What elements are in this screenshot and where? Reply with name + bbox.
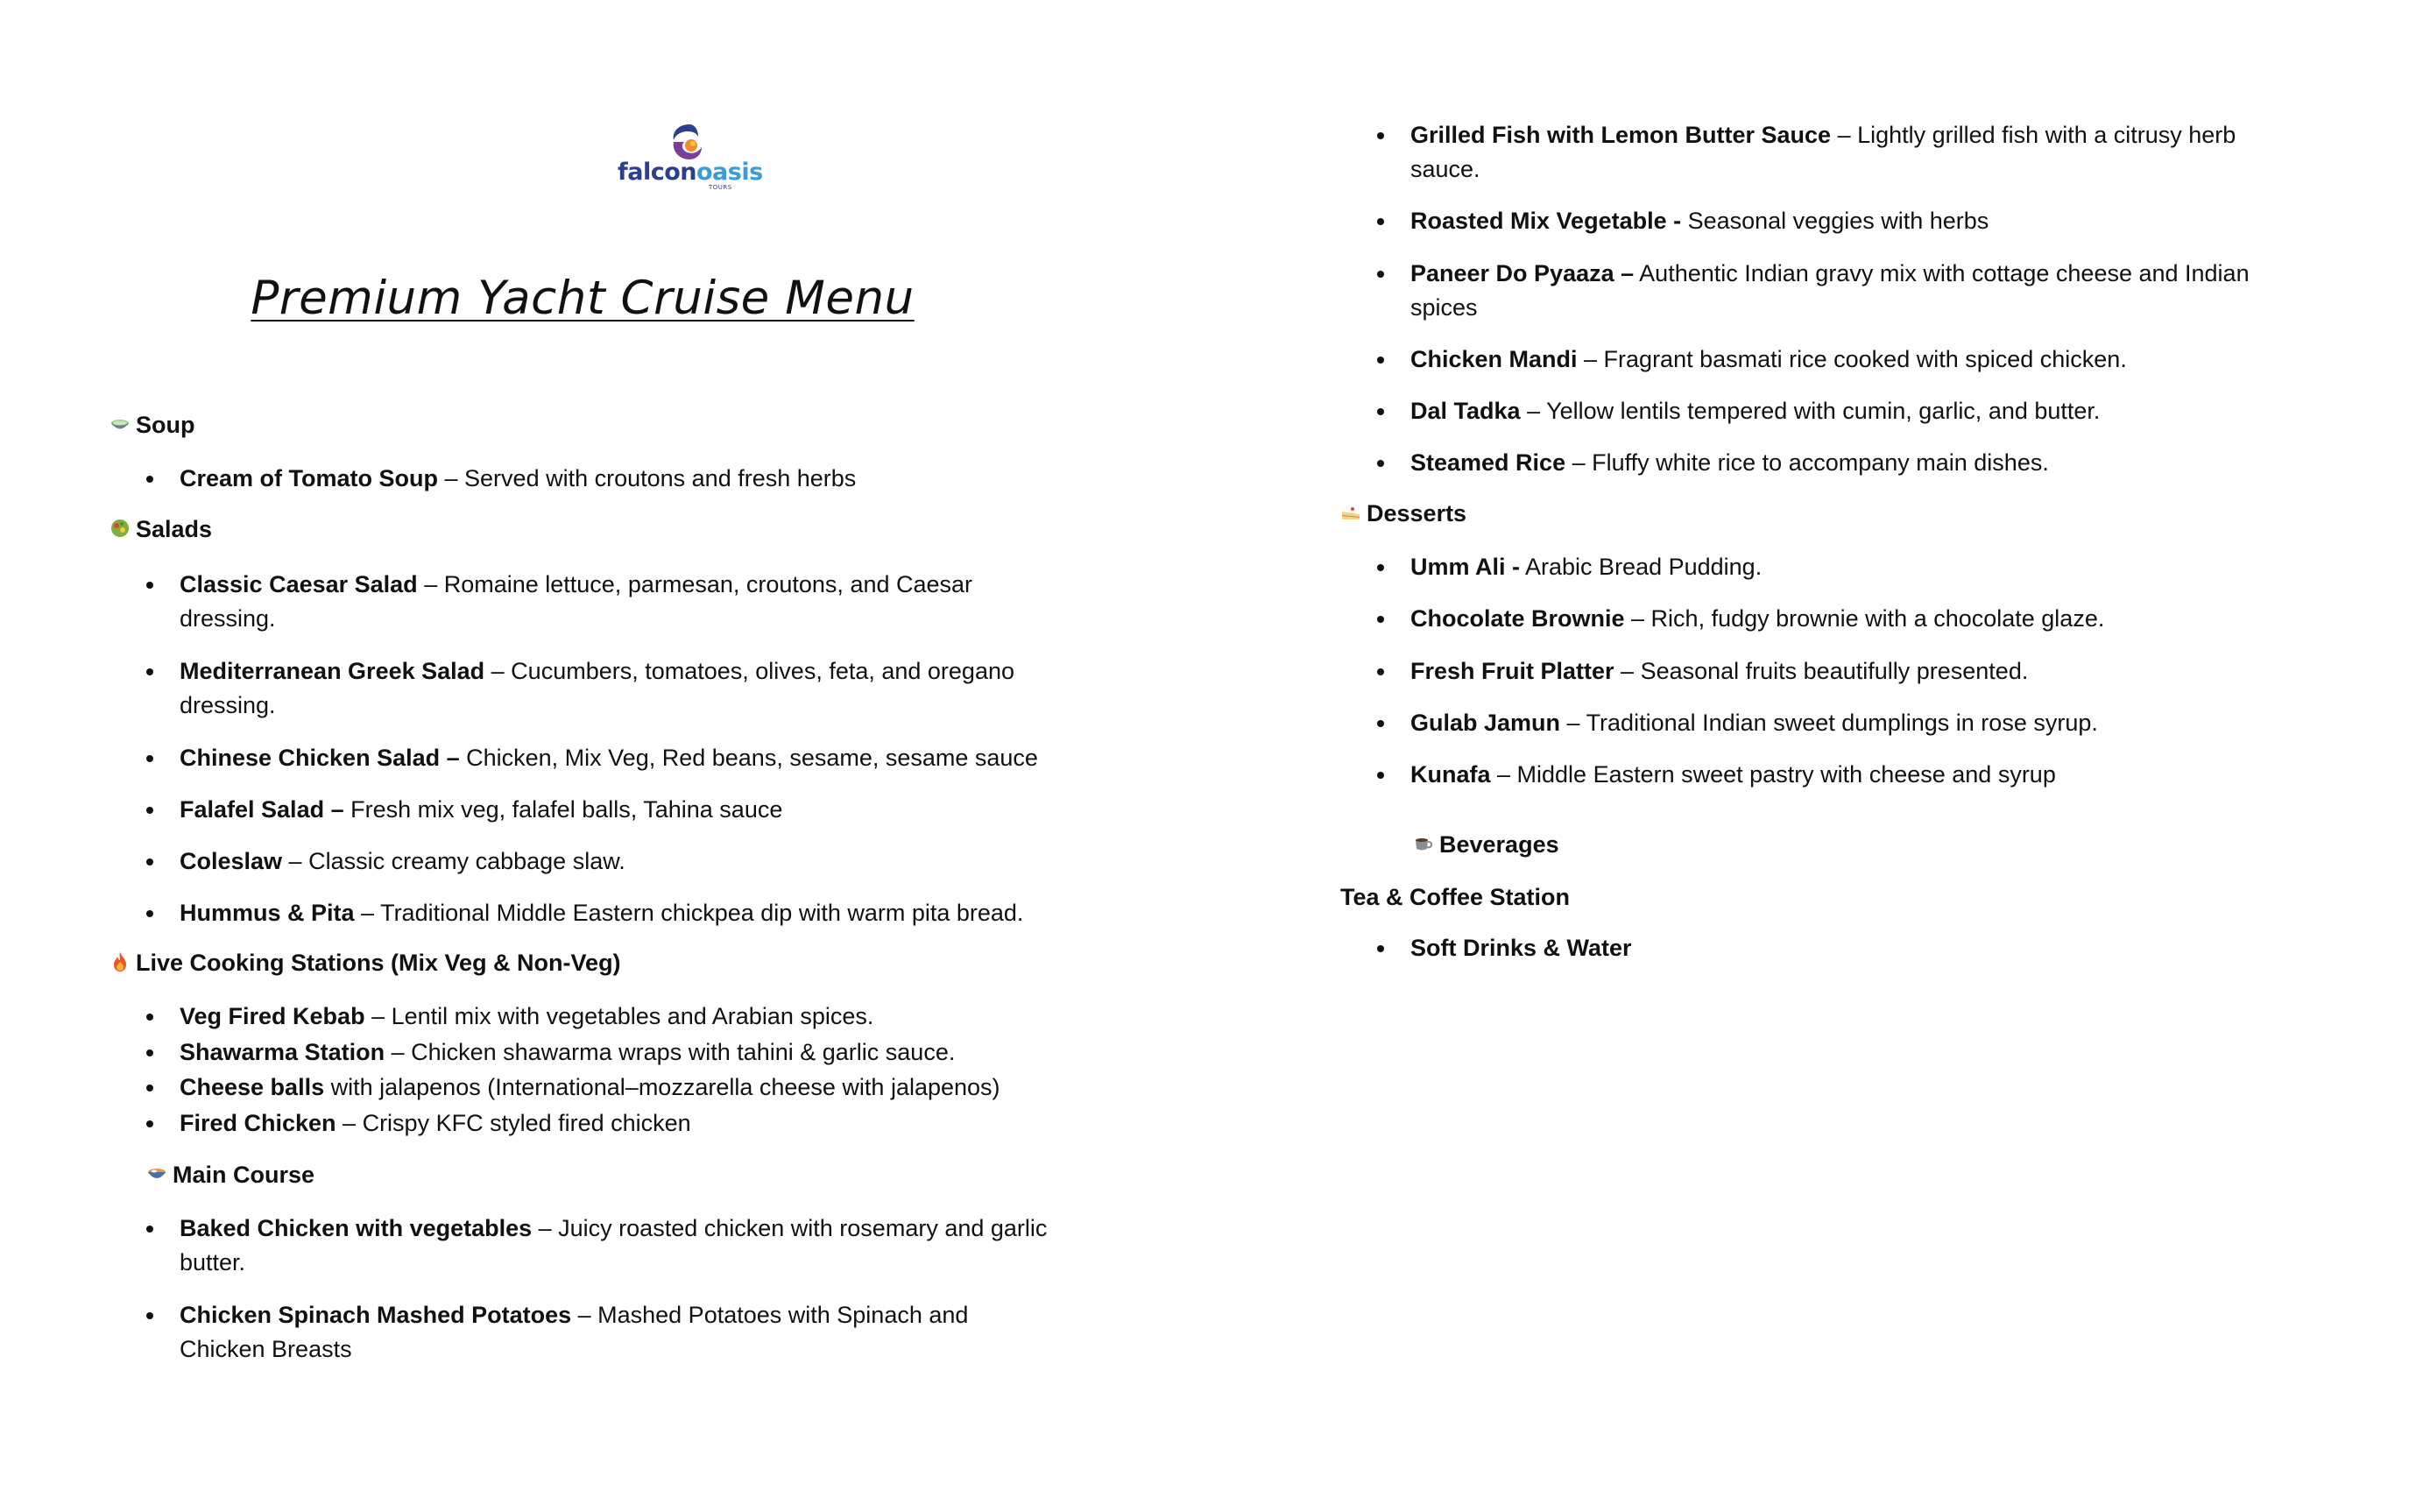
menu-item: [180, 654, 1056, 723]
menu-item: [180, 741, 1056, 775]
menu-item-name: Soft Drinks & Water: [1410, 935, 1632, 961]
menu-item: [1410, 446, 2269, 480]
menu-item: [180, 1106, 1056, 1141]
menu-item-name: Umm Ali -: [1410, 554, 1521, 580]
menu-item: [1410, 654, 2269, 689]
menu-item-description: – Served with croutons and fresh herbs: [438, 465, 857, 491]
curry-bowl-icon: [146, 1163, 167, 1184]
section-heading-main-course: [146, 1159, 314, 1191]
menu-item-description: – Traditional Indian sweet dumplings in rose syrup.: [1560, 710, 2098, 736]
menu-item-description: Chicken, Mix Veg, Red beans, sesame, sesame sauce: [459, 745, 1038, 771]
menu-item-name: Cheese balls: [180, 1074, 325, 1100]
logo-text-primary: falcon: [618, 159, 696, 186]
menu-item: [180, 1212, 1056, 1280]
menu-item-description: – Crispy KFC styled fired chicken: [336, 1110, 691, 1136]
menu-item-description: Seasonal veggies with herbs: [1681, 208, 1989, 234]
menu-item-name: Dal Tadka: [1410, 398, 1521, 424]
menu-item: [1410, 550, 2269, 584]
menu-item-name: Steamed Rice: [1410, 449, 1566, 476]
menu-item-description: – Cucumbers, tomatoes, olives, feta, and oregano dressing.: [180, 658, 1014, 718]
section-heading-label: Salads: [136, 516, 213, 542]
menu-item-name: Shawarma Station: [180, 1039, 385, 1065]
section-heading-live-cooking: [110, 947, 621, 979]
menu-item-name: Cream of Tomato Soup: [180, 465, 439, 491]
menu-item-name: Coleslaw: [180, 848, 283, 874]
menu-item-description: – Middle Eastern sweet pastry with cheese and syrup: [1490, 761, 2056, 788]
menu-item-description: – Fragrant basmati rice cooked with spiced chicken.: [1577, 346, 2127, 372]
menu-item: [180, 1070, 1056, 1105]
menu-item: [180, 1000, 1056, 1034]
menu-item-name: Hummus & Pita: [180, 900, 355, 926]
menu-item: [180, 793, 1056, 827]
menu-item-name: Baked Chicken with vegetables: [180, 1215, 533, 1241]
menu-item-name: Fired Chicken: [180, 1110, 336, 1136]
menu-item-name: Fresh Fruit Platter: [1410, 658, 1614, 684]
menu-item: [180, 1035, 1056, 1070]
menu-item-name: Chicken Spinach Mashed Potatoes: [180, 1302, 572, 1328]
menu-item-name: Classic Caesar Salad: [180, 571, 418, 597]
section-heading-desserts: [1340, 498, 1466, 529]
menu-item-description: – Juicy roasted chicken with rosemary and garlic butter.: [180, 1215, 1048, 1275]
falcon-logo-icon: [663, 121, 705, 163]
section-heading-salads: [110, 513, 212, 545]
menu-item-description: – Romaine lettuce, parmesan, croutons, and Caesar dressing.: [180, 571, 973, 632]
menu-item-description: – Chicken shawarma wraps with tahini & garlic sauce.: [385, 1039, 956, 1065]
menu-item-name: Grilled Fish with Lemon Butter Sauce: [1410, 122, 1832, 148]
section-heading-label: Soup: [136, 412, 195, 438]
section-heading-label: Desserts: [1367, 500, 1467, 526]
menu-item-description: – Rich, fudgy brownie with a chocolate glaze.: [1624, 605, 2105, 632]
logo-tagline: TOURS: [709, 184, 732, 191]
menu-item-name: Falafel Salad –: [180, 796, 344, 823]
logo-text-secondary: oasis: [696, 159, 763, 186]
menu-item-description: – Traditional Middle Eastern chickpea dip with warm pita bread.: [354, 900, 1024, 926]
menu-item-name: Mediterranean Greek Salad: [180, 658, 485, 684]
menu-item-description: – Seasonal fruits beautifully presented.: [1614, 658, 2029, 684]
menu-item-name: Chocolate Brownie: [1410, 605, 1625, 632]
menu-item-description: – Lightly grilled fish with a citrusy herb sauce.: [1410, 122, 2236, 182]
menu-item-description: – Mashed Potatoes with Spinach and Chicken Breasts: [180, 1302, 969, 1362]
menu-item: [180, 568, 1056, 636]
menu-item: [180, 1298, 1056, 1367]
beverage-station-label: Tea & Coffee Station: [1340, 884, 1571, 910]
menu-item-description: Arabic Bread Pudding.: [1520, 554, 1763, 580]
section-heading-label: Live Cooking Stations (Mix Veg & Non-Veg): [136, 950, 621, 976]
menu-item: [180, 844, 1056, 879]
menu-item-name: Paneer Do Pyaaza –: [1410, 260, 1635, 286]
menu-item-name: Chinese Chicken Salad –: [180, 745, 460, 771]
menu-item-name: Roasted Mix Vegetable -: [1410, 208, 1682, 234]
section-heading-label: Main Course: [173, 1162, 315, 1188]
menu-item: [1410, 394, 2269, 428]
menu-item-name: Kunafa: [1410, 761, 1491, 788]
menu-item-description: – Fluffy white rice to accompany main dishes.: [1565, 449, 2049, 476]
menu-item-name: Chicken Mandi: [1410, 346, 1578, 372]
coffee-cup-icon: [1413, 833, 1434, 854]
section-heading-beverages: [1413, 829, 1559, 860]
menu-item: [1410, 204, 2269, 238]
menu-item-name: Gulab Jamun: [1410, 710, 1561, 736]
logo-wordmark: [618, 159, 763, 186]
menu-item-description: – Classic creamy cabbage slaw.: [282, 848, 625, 874]
menu-item-description: – Lentil mix with vegetables and Arabian spices.: [364, 1003, 874, 1029]
menu-item: [1410, 602, 2269, 636]
cake-slice-icon: [1340, 502, 1361, 523]
menu-item: [1410, 931, 2269, 965]
menu-item: [1410, 343, 2269, 377]
menu-item-description: Authentic Indian gravy mix with cottage cheese and Indian spices: [1410, 260, 2250, 321]
section-heading-soup: [110, 409, 195, 441]
soup-bowl-icon: [110, 413, 131, 435]
menu-item: [1410, 118, 2269, 187]
menu-item-description: Fresh mix veg, falafel balls, Tahina sauce: [343, 796, 783, 823]
menu-item-name: Veg Fired Kebab: [180, 1003, 365, 1029]
fire-icon: [110, 951, 131, 972]
page-title: Premium Yacht Cruise Menu: [251, 272, 915, 325]
menu-item: [180, 896, 1056, 930]
salad-icon: [110, 518, 131, 539]
menu-item-description: – Yellow lentils tempered with cumin, garlic, and butter.: [1520, 398, 2101, 424]
menu-item-description: with jalapenos (International–mozzarella cheese with jalapenos): [324, 1074, 1000, 1100]
menu-item: [1410, 257, 2269, 325]
menu-item: [1410, 758, 2269, 792]
section-heading-label: Beverages: [1439, 831, 1559, 858]
falcon-oasis-logo: [618, 121, 763, 194]
menu-item: [1410, 706, 2269, 740]
menu-item: [180, 462, 1056, 496]
